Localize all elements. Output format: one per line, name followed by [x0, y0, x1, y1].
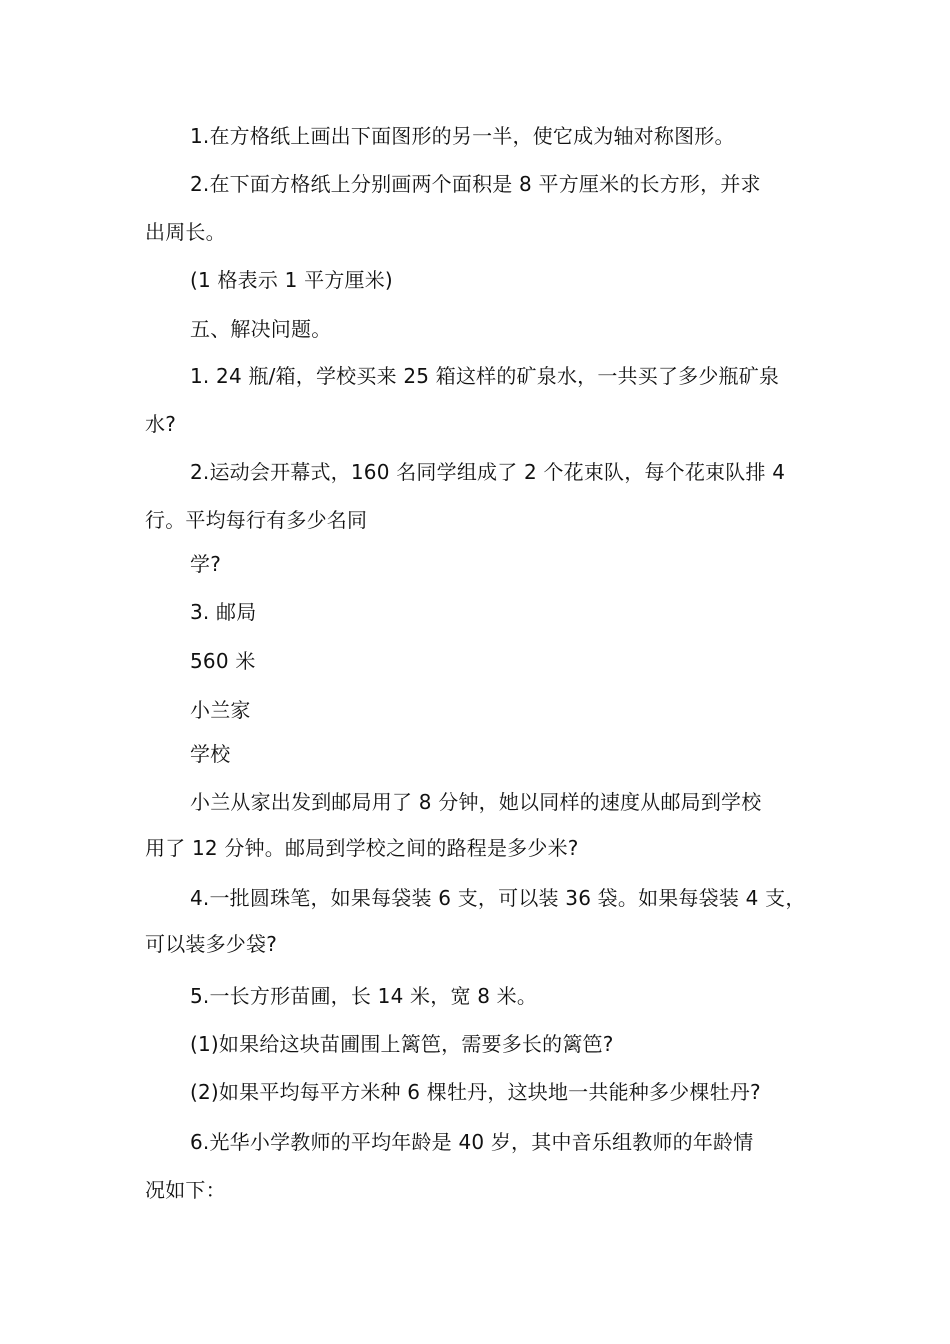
text-line: 4.一批圆珠笔，如果每袋装 6 支，可以装 36 袋。如果每袋装 4 支，: [190, 886, 806, 910]
text-line: 学校: [190, 742, 231, 766]
text-line: 学?: [190, 552, 222, 576]
text-line: 用了 12 分钟。邮局到学校之间的路程是多少米?: [145, 836, 579, 860]
text-line: 况如下：: [145, 1178, 226, 1202]
text-line: 小兰家: [190, 698, 251, 722]
text-line: 6.光华小学教师的平均年龄是 40 岁，其中音乐组教师的年龄情: [190, 1130, 754, 1154]
text-line: 2.运动会开幕式，160 名同学组成了 2 个花束队，每个花束队排 4: [190, 460, 786, 484]
text-line: 可以装多少袋?: [145, 932, 278, 956]
text-line: 行。平均每行有多少名同: [145, 508, 368, 532]
text-line: (1 格表示 1 平方厘米): [190, 268, 393, 292]
text-line: 2.在下面方格纸上分别画两个面积是 8 平方厘米的长方形，并求: [190, 172, 761, 196]
text-line: 1.在方格纸上画出下面图形的另一半，使它成为轴对称图形。: [190, 124, 735, 148]
text-line: 560 米: [190, 649, 256, 673]
text-line: 5.一长方形苗圃，长 14 米，宽 8 米。: [190, 984, 538, 1008]
text-line: (2)如果平均每平方米种 6 棵牡丹，这块地一共能种多少棵牡丹?: [190, 1080, 761, 1104]
text-line: 出周长。: [145, 220, 226, 244]
text-line: (1)如果给这块苗圃围上篱笆，需要多长的篱笆?: [190, 1032, 614, 1056]
text-line: 小兰从家出发到邮局用了 8 分钟，她以同样的速度从邮局到学校: [190, 790, 762, 814]
text-line: 水?: [145, 412, 177, 436]
text-line: 1. 24 瓶/箱，学校买来 25 箱这样的矿泉水，一共买了多少瓶矿泉: [190, 364, 780, 388]
text-line: 3. 邮局: [190, 600, 257, 624]
section-heading: 五、解决问题。: [190, 317, 332, 341]
